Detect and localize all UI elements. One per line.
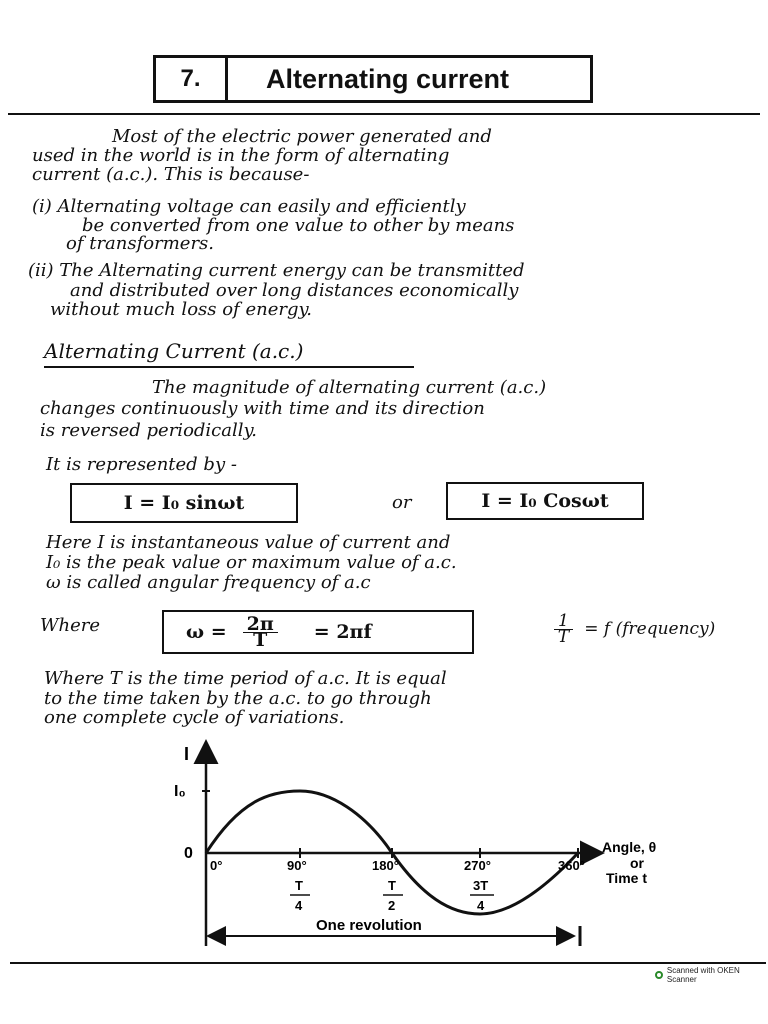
intro-line: used in the world is in the form of alternating <box>32 145 450 166</box>
chapter-title: Alternating current <box>266 64 510 94</box>
omega-fraction <box>243 612 278 651</box>
angle-tick-label: 270° <box>464 858 491 873</box>
revolution-label: One revolution <box>316 917 422 934</box>
intro-line: Most of the electric power generated and <box>112 126 492 147</box>
peak-label: I₀ <box>174 783 186 800</box>
definition-line: is reversed periodically. <box>40 420 258 441</box>
frequency-numerator: 1 <box>554 614 573 630</box>
explanation-line: Here I is instantaneous value of current and <box>46 532 451 553</box>
definition-line: changes continuously with time and its direction <box>40 398 485 419</box>
bottom-rule <box>10 962 766 964</box>
represented-by-text: It is represented by - <box>46 454 237 475</box>
frequency-equation <box>548 611 716 647</box>
point-line: of transformers. <box>66 233 215 254</box>
angle-tick-label: 180° <box>372 858 399 873</box>
point-line: (i) Alternating voltage can easily and efficiently <box>32 196 466 217</box>
chapter-title-box <box>153 55 593 103</box>
time-fraction-num: T <box>295 878 303 893</box>
y-axis-label: I <box>184 744 190 764</box>
x-axis-label: Angle, θ <box>602 839 657 855</box>
period-line: to the time taken by the a.c. to go through <box>44 688 432 709</box>
sine-equation-box <box>70 483 298 523</box>
omega-equation-box <box>162 610 474 654</box>
zero-label: 0 <box>184 845 193 862</box>
frequency-denominator: T <box>557 627 570 647</box>
x-axis-label-or: or <box>630 855 644 871</box>
point-line: without much loss of energy. <box>50 299 312 320</box>
scanner-logo-icon <box>655 971 663 979</box>
title-underline <box>8 113 760 115</box>
scanner-text: Scanned with OKEN Scanner <box>666 966 740 984</box>
time-fraction-num: T <box>388 878 396 893</box>
omega-lhs: ω = <box>186 621 227 643</box>
explanation-line: ω is called angular frequency of a.c <box>46 572 371 593</box>
angle-tick-label: 90° <box>287 858 307 873</box>
cosine-equation-box <box>446 482 644 520</box>
time-fraction-den: 4 <box>295 898 303 913</box>
time-fraction-num: 3T <box>473 878 489 893</box>
where-label: Where <box>40 615 101 636</box>
period-line: Where T is the time period of a.c. It is equal <box>44 668 447 689</box>
cosine-equation: I = I₀ Cosωt <box>481 490 609 512</box>
explanation-line: I₀ is the peak value or maximum value of a.c. <box>46 552 457 573</box>
sine-wave-graph <box>160 738 700 953</box>
omega-rhs: = 2πf <box>313 621 372 643</box>
or-text: or <box>392 492 412 513</box>
chapter-number: 7. <box>156 58 228 100</box>
frequency-fraction <box>554 611 573 647</box>
omega-numerator: 2π <box>243 617 278 633</box>
frequency-rhs: = f (frequency) <box>584 619 716 639</box>
point-line: (ii) The Alternating current energy can be transmitted <box>28 260 525 281</box>
period-line: one complete cycle of variations. <box>44 707 345 728</box>
angle-tick-label: 0° <box>210 858 223 873</box>
time-fraction-den: 2 <box>388 898 396 913</box>
scanner-watermark <box>655 966 768 984</box>
intro-line: current (a.c.). This is because- <box>32 164 310 185</box>
omega-denominator: T <box>253 628 268 651</box>
x-axis-label-time: Time t <box>606 870 647 886</box>
point-line: be converted from one value to other by means <box>82 215 515 236</box>
sine-equation: I = I₀ sinωt <box>123 492 245 514</box>
time-fraction-den: 4 <box>477 898 485 913</box>
section-heading-underline <box>44 366 414 368</box>
section-heading: Alternating Current (a.c.) <box>44 339 304 363</box>
angle-tick-label: 360° <box>558 858 585 873</box>
point-line: and distributed over long distances economically <box>70 280 519 301</box>
definition-line: The magnitude of alternating current (a.c.) <box>152 377 547 398</box>
